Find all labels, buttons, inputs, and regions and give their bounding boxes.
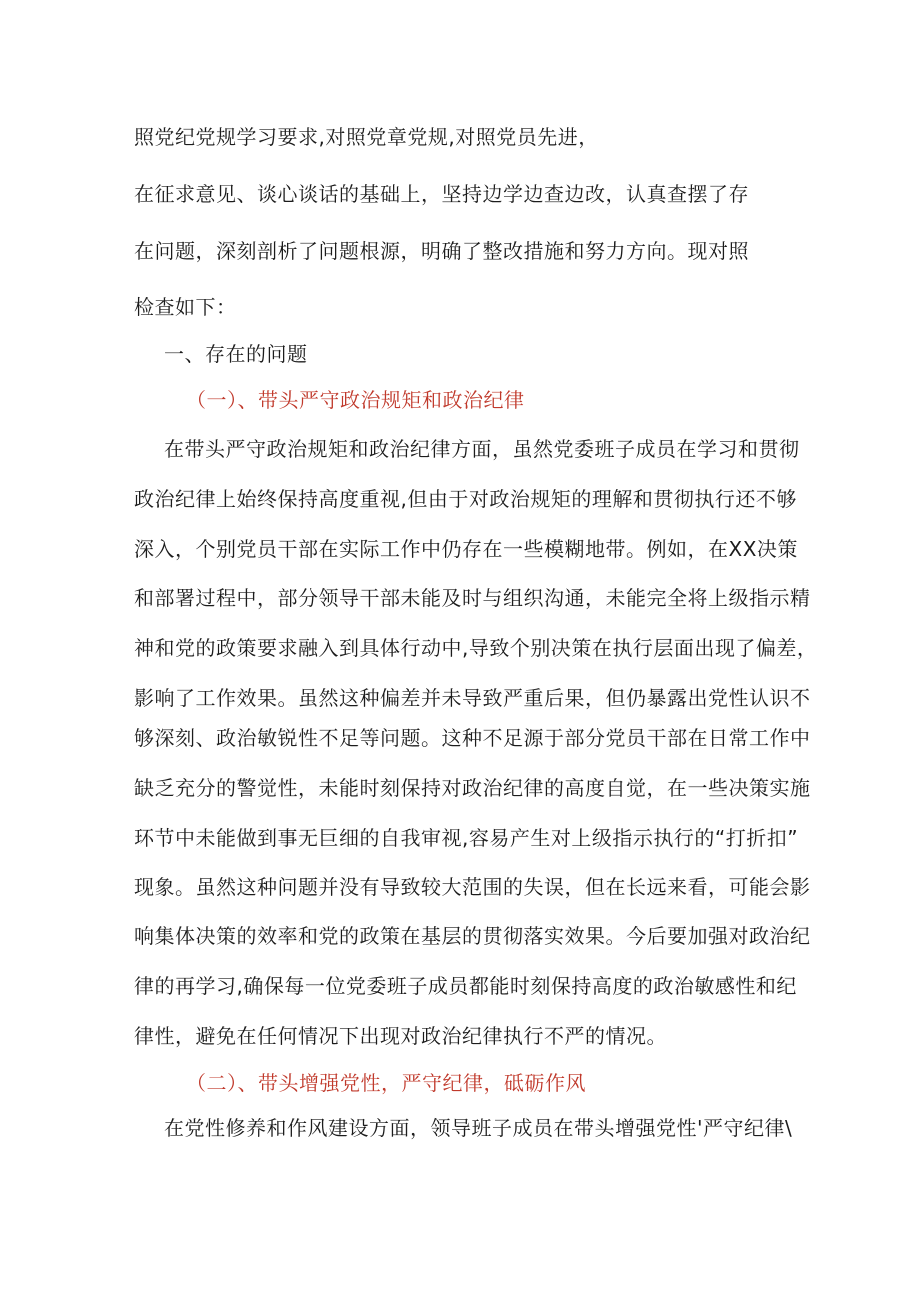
subsection-1-heading: （一）、带头严守政治规矩和政治纪律 bbox=[186, 388, 525, 412]
subsection-2-line-1: 在党性修养和作风建设方面，领导班子成员在带头增强党性'严守纪律\ bbox=[164, 1116, 793, 1140]
intro-line-4: 检查如下： bbox=[134, 295, 237, 319]
subsection-1-line-13: 律性，避免在任何情况下出现对政治纪律执行不严的情况。 bbox=[134, 1024, 667, 1048]
subsection-1-line-4: 和部署过程中，部分领导干部未能及时与组织沟通，未能完全将上级指示精 bbox=[134, 586, 811, 610]
subsection-1-line-6: 影响了工作效果。虽然这种偏差并未导致严重后果，但仍暴露出党性认识不 bbox=[134, 686, 811, 710]
intro-line-1: 照党纪党规学习要求,对照党章党规,对照党员先进， bbox=[134, 125, 599, 149]
subsection-1-line-2: 政治纪律上始终保持高度重视,但由于对政治规矩的理解和贯彻执行还不够 bbox=[134, 487, 797, 511]
subsection-1-line-1: 在带头严守政治规矩和政治纪律方面，虽然党委班子成员在学习和贯彻 bbox=[164, 437, 800, 461]
subsection-1-line-7: 够深刻、政治敏锐性不足等问题。这种不足源于部分党员干部在日常工作中 bbox=[134, 726, 811, 750]
intro-line-2: 在征求意见、谈心谈话的基础上，坚持边学边查边改，认真查摆了存 bbox=[134, 182, 749, 206]
subsection-1-line-12: 律的再学习,确保每一位党委班子成员都能时刻保持高度的政治敏感性和纪 bbox=[134, 974, 797, 998]
subsection-1-line-10: 现象。虽然这种问题并没有导致较大范围的失误，但在长远来看，可能会影 bbox=[134, 875, 811, 899]
subsection-2-heading: （二）、带头增强党性，严守纪律，砥砺作风 bbox=[186, 1071, 586, 1095]
section-title: 一、存在的问题 bbox=[164, 342, 308, 366]
subsection-1-line-5: 神和党的政策要求融入到具体行动中,导致个别决策在执行层面出现了偏差， bbox=[134, 636, 818, 660]
subsection-1-line-8: 缺乏充分的警觉性，未能时刻保持对政治纪律的高度自觉，在一些决策实施 bbox=[134, 776, 811, 800]
subsection-1-line-11: 响集体决策的效率和党的政策在基层的贯彻落实效果。今后要加强对政治纪 bbox=[134, 924, 811, 948]
intro-line-3: 在问题，深刻剖析了问题根源，明确了整改措施和努力方向。现对照 bbox=[134, 239, 749, 263]
subsection-1-line-3: 深入，个别党员干部在实际工作中仍存在一些模糊地带。例如，在XX决策 bbox=[134, 537, 798, 561]
subsection-1-line-9: 环节中未能做到事无巨细的自我审视,容易产生对上级指示执行的“打折扣” bbox=[134, 826, 799, 850]
